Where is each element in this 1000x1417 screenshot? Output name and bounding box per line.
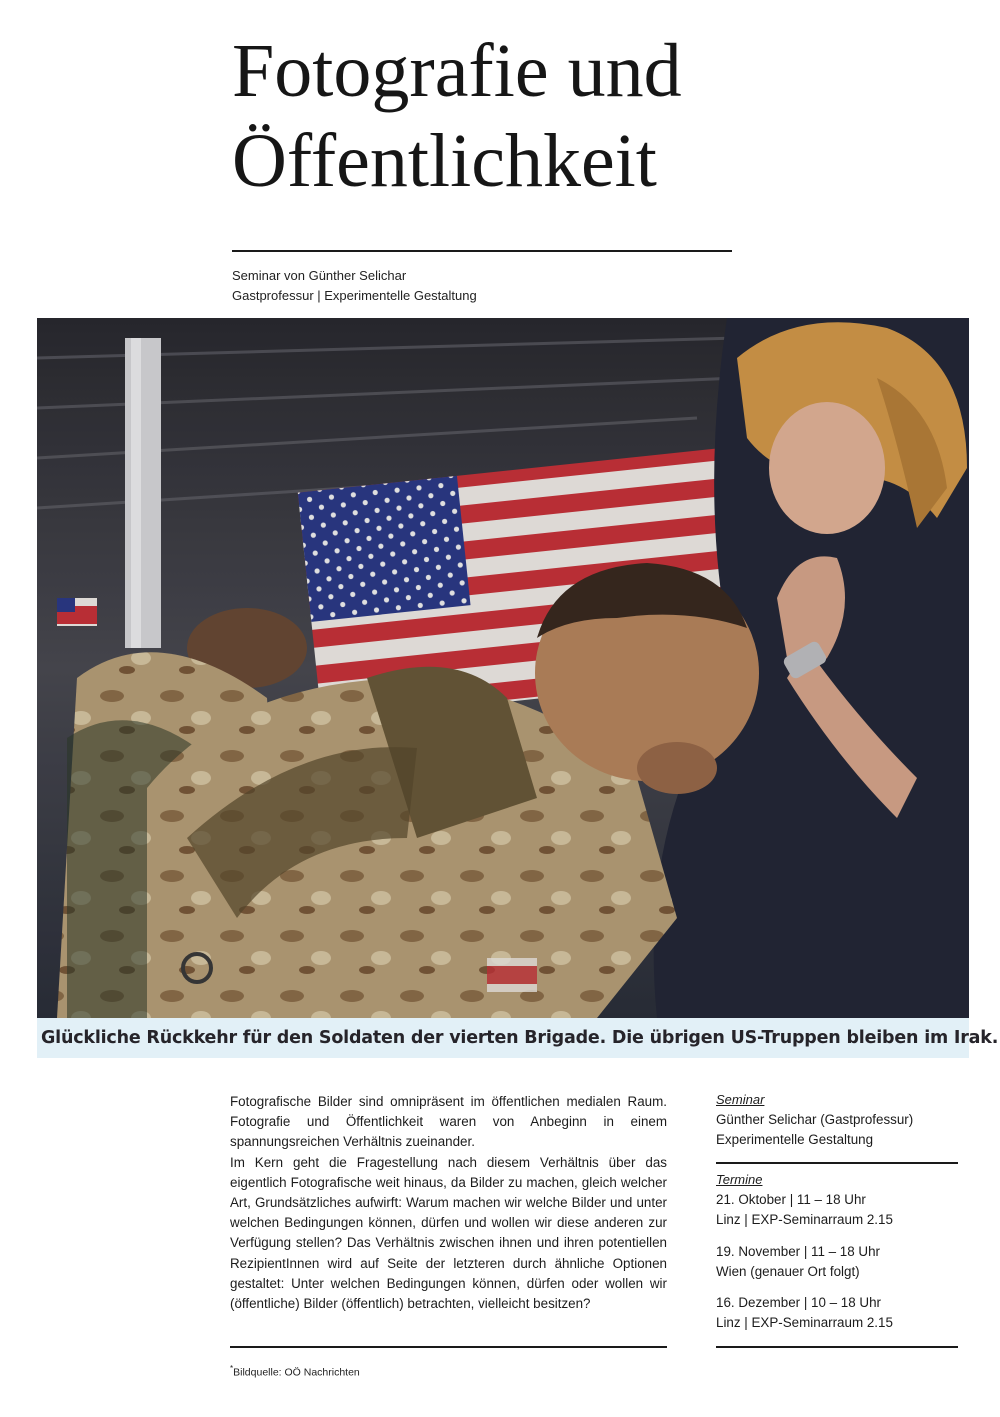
sidebar-divider-2 bbox=[716, 1346, 958, 1348]
subtitle-line-1: Seminar von Günther Selichar bbox=[232, 268, 407, 283]
body-divider bbox=[230, 1346, 667, 1348]
date-3-when: 16. Dezember | 10 – 18 Uhr bbox=[716, 1295, 881, 1311]
dates-heading: Termine bbox=[716, 1172, 763, 1187]
seminar-heading: Seminar bbox=[716, 1092, 765, 1107]
photo-caption-bar bbox=[37, 1018, 999, 1058]
newspaper-photo bbox=[37, 318, 969, 1018]
date-3-where: Linz | EXP-Seminarraum 2.15 bbox=[716, 1315, 893, 1331]
seminar-lecturer: Günther Selichar (Gastprofessur) bbox=[716, 1112, 914, 1128]
subtitle bbox=[232, 266, 477, 306]
title-line-2: Öffentlichkeit bbox=[232, 119, 657, 203]
seminar-description bbox=[230, 1092, 667, 1314]
title-line-1: Fotografie und bbox=[232, 29, 682, 113]
date-1-where: Linz | EXP-Seminarraum 2.15 bbox=[716, 1212, 893, 1228]
date-2-where: Wien (genauer Ort folgt) bbox=[716, 1263, 860, 1279]
image-source-footnote bbox=[230, 1364, 360, 1379]
seminar-info bbox=[716, 1090, 958, 1151]
seminar-department: Experimentelle Gestaltung bbox=[716, 1132, 874, 1148]
page-title bbox=[232, 26, 952, 206]
photo-caption: Glückliche Rückkehr für den Soldaten der vierten Brigade. Die übrigen US-Truppen bleiben im Irak. bbox=[41, 1028, 999, 1048]
title-divider bbox=[232, 250, 732, 252]
description-paragraph-2: Im Kern geht die Fragestellung nach diesem Verhältnis über das eigentlich Fotografische weit hinaus, da Bilder zu machen, gleich welcher Art, Grundsätzliches aufwirft: Warum machen wir welche Bilder und unter welchen Bedingungen können, dürfen und wollen wir diese anderen zur Verfügung stellen? Das Verhältnis zwischen ihnen und ihren potentiellen RezipientInnen wird auf Seite der letzteren durch ähnliche Optionen gestaltet: Unter welchen Bedingungen können, dürfen oder wollen wir (öffentliche) Bilder (öffentlich) betrachten, vielleicht besitzen? bbox=[230, 1154, 667, 1312]
date-2-when: 19. November | 11 – 18 Uhr bbox=[716, 1243, 881, 1259]
date-1-when: 21. Oktober | 11 – 18 Uhr bbox=[716, 1192, 866, 1208]
footnote-marker: * bbox=[230, 1364, 234, 1373]
description-paragraph-1: Fotografische Bilder sind omnipräsent im öffentlichen medialen Raum. Fotografie und Öffentlichkeit waren von Anbeginn in einem spannungsreichen Verhältnis zueinander. bbox=[230, 1094, 667, 1150]
dates-info bbox=[716, 1170, 958, 1333]
subtitle-line-2: Gastprofessur | Experimentelle Gestaltung bbox=[232, 288, 477, 303]
footnote-text: Bildquelle: OÖ Nachrichten bbox=[233, 1366, 360, 1379]
sidebar-divider-1 bbox=[716, 1162, 958, 1164]
